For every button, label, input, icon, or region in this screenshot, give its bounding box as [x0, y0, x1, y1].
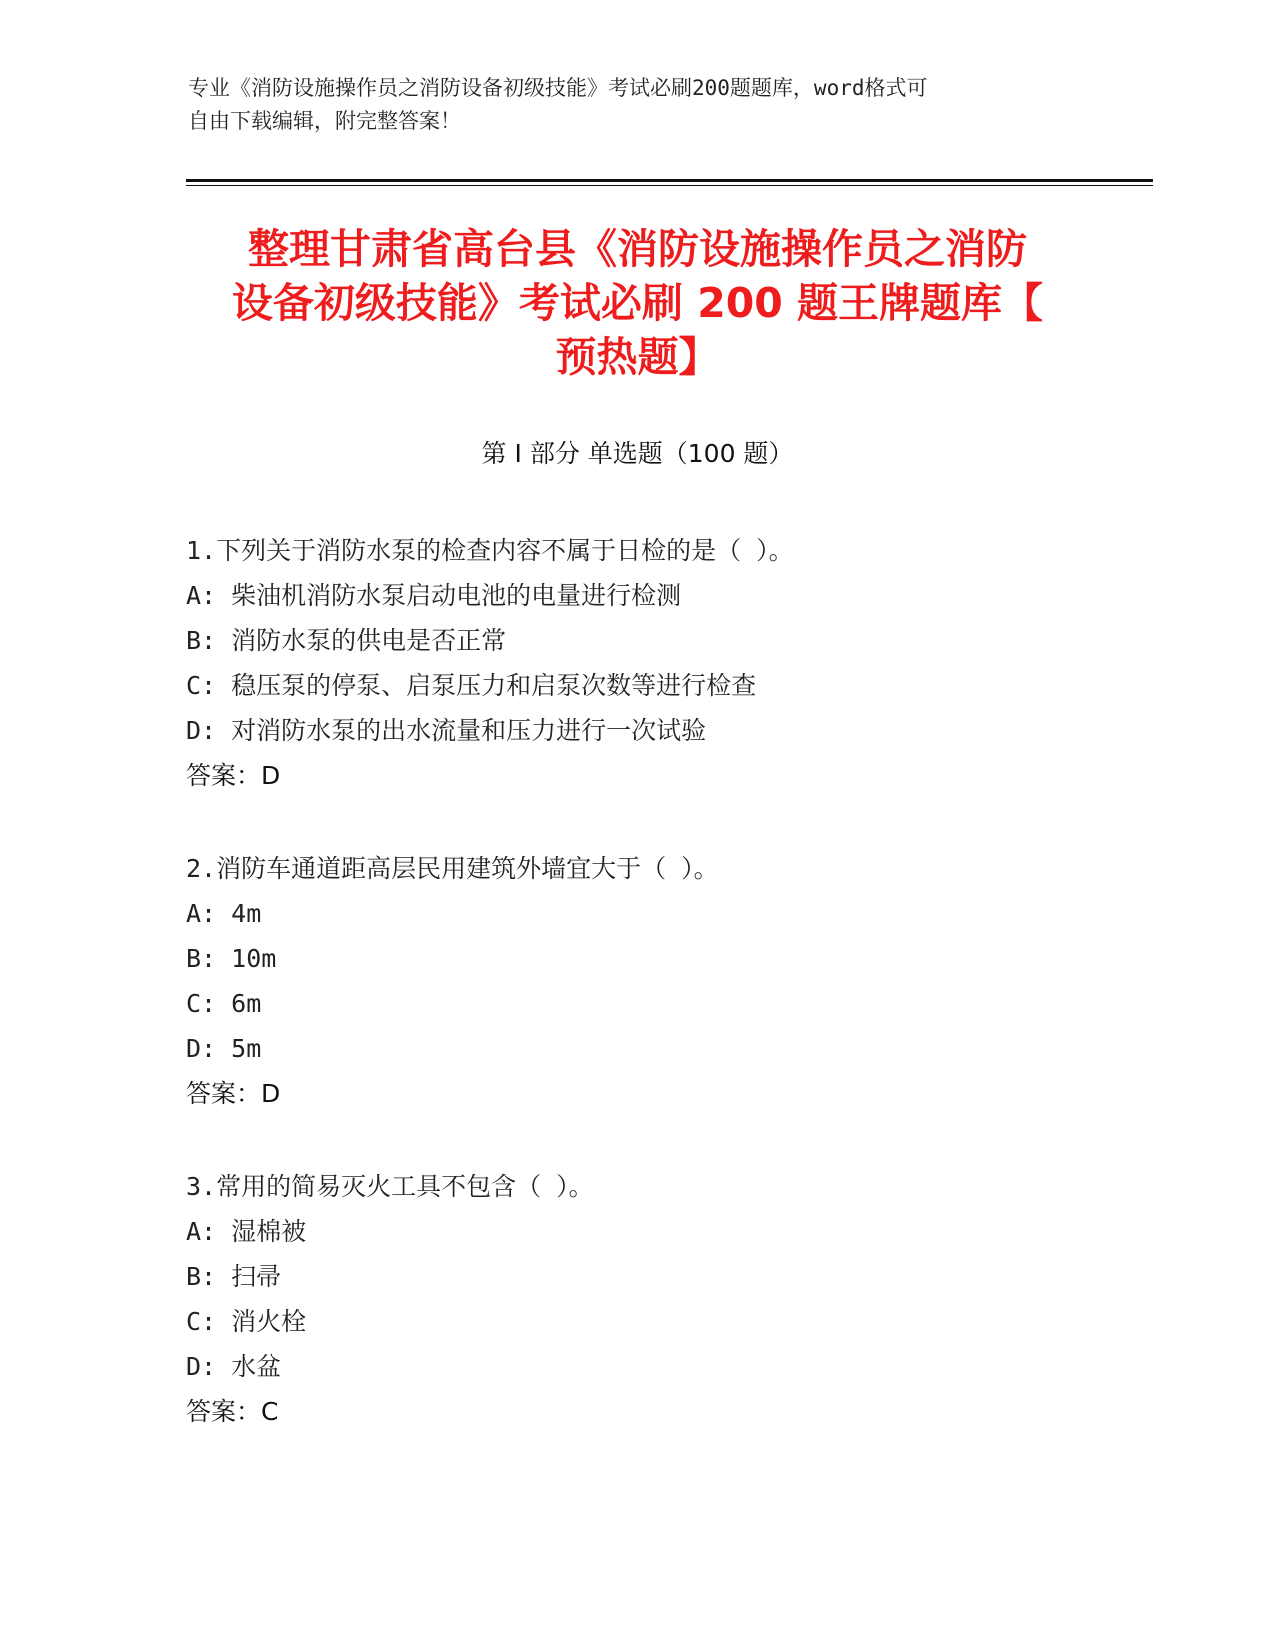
option-c: C: 6m — [186, 989, 262, 1018]
question-2 — [186, 846, 1086, 1116]
option-b: B: 消防水泵的供电是否正常 — [186, 626, 507, 655]
document-title-line-2: 设备初级技能》考试必刷 200 题王牌题库【 — [231, 279, 1044, 327]
option-b: B: 扫帚 — [186, 1262, 282, 1291]
question-stem: 1.下列关于消防水泵的检查内容不属于日检的是（ ）。 — [186, 536, 794, 565]
header-note — [188, 72, 1088, 138]
document-title-line-1: 整理甘肃省高台县《消防设施操作员之消防 — [248, 225, 1027, 273]
header-note-line-1: 专业《消防设施操作员之消防设备初级技能》考试必刷200题题库，word格式可 — [188, 76, 928, 100]
header-divider-thin — [186, 185, 1153, 186]
answer-line: 答案：C — [186, 1397, 279, 1426]
header-note-line-2: 自由下载编辑，附完整答案！ — [188, 109, 461, 133]
option-a: A: 柴油机消防水泵启动电池的电量进行检测 — [186, 581, 682, 610]
option-d: D: 对消防水泵的出水流量和压力进行一次试验 — [186, 716, 707, 745]
option-a: A: 湿棉被 — [186, 1217, 307, 1246]
question-1 — [186, 528, 1086, 798]
question-stem: 3.常用的简易灭火工具不包含（ ）。 — [186, 1172, 594, 1201]
option-d: D: 水盆 — [186, 1352, 282, 1381]
question-stem: 2.消防车通道距高层民用建筑外墙宜大于（ ）。 — [186, 854, 719, 883]
document-title — [190, 222, 1085, 384]
answer-line: 答案：D — [186, 761, 281, 790]
document-title-line-3: 预热题】 — [555, 333, 720, 381]
option-d: D: 5m — [186, 1034, 262, 1063]
option-c: C: 稳压泵的停泵、启泵压力和启泵次数等进行检查 — [186, 671, 757, 700]
option-a: A: 4m — [186, 899, 262, 928]
question-list — [186, 528, 1086, 1482]
section-heading: 第 I 部分 单选题（100 题） — [481, 439, 794, 468]
answer-line: 答案：D — [186, 1079, 281, 1108]
question-3 — [186, 1164, 1086, 1434]
header-divider-thick — [186, 179, 1153, 182]
option-b: B: 10m — [186, 944, 277, 973]
option-c: C: 消火栓 — [186, 1307, 307, 1336]
